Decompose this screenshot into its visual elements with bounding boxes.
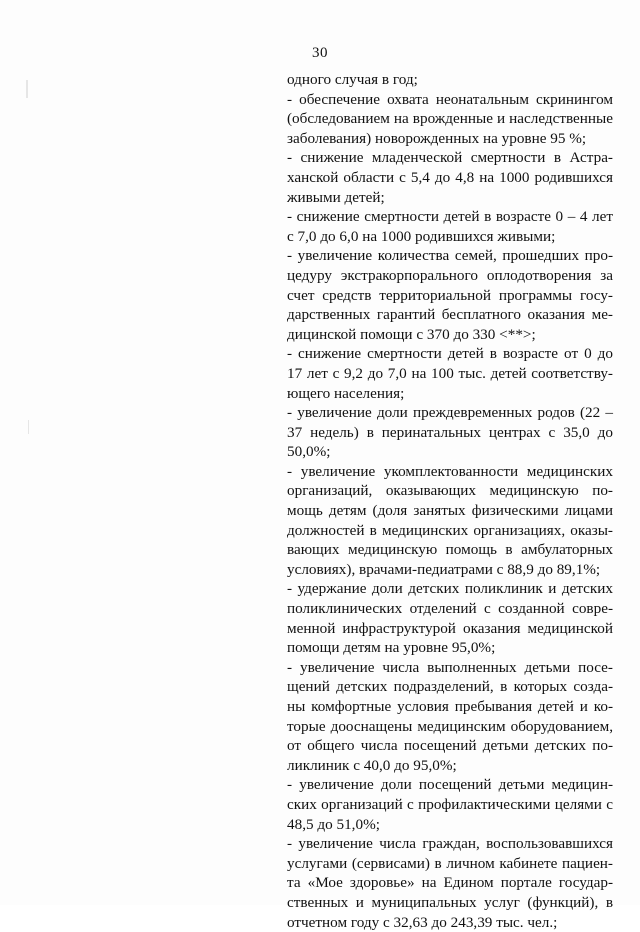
text-line: (обследованием на врожденные и наследственные: [287, 110, 613, 128]
text-line: - снижение смертности детей в возрасте 0 – 4 лет: [287, 208, 613, 226]
text-line: ликлиник с 40,0 до 95,0%;: [287, 756, 457, 774]
text-line: ственных и муниципальных услуг (функций), в: [287, 893, 613, 911]
text-line: поликлинических отделений с созданной совре-: [287, 600, 613, 618]
text-line: заболевания) новорожденных на уровне 95 %;: [287, 129, 587, 147]
text-line: живыми детей;: [287, 188, 385, 206]
text-line: щений детских подразделений, в которых созда-: [287, 678, 613, 696]
text-line: - увеличение числа граждан, воспользовавшихся: [287, 835, 613, 853]
text-line: мощь детям (доля занятых физическими лицами: [287, 502, 613, 520]
text-line: 17 лет с 9,2 до 7,0 на 100 тыс. детей соответству-: [287, 364, 613, 382]
text-line: ющего населения;: [287, 384, 405, 402]
text-line: ханской области с 5,4 до 4,8 на 1000 родившихся: [287, 168, 613, 186]
text-line: 37 недель) в перинатальных центрах с 35,0 до: [287, 423, 613, 441]
text-line: - увеличение доли посещений детьми медицин-: [287, 776, 613, 794]
body-text: [287, 70, 613, 932]
text-line: отчетном году с 32,63 до 243,39 тыс. чел.;: [287, 913, 558, 931]
scan-artifact-top: [26, 80, 28, 98]
text-line: вающих медицинскую помощь в амбулаторных: [287, 541, 613, 559]
text-line: - увеличение укомплектованности медицинских: [287, 462, 613, 480]
text-line: - увеличение доли преждевременных родов (22 –: [287, 404, 613, 422]
text-line: - снижение младенческой смертности в Астра-: [287, 149, 613, 167]
scan-artifact-bottom: [28, 420, 29, 434]
text-line: - удержание доли детских поликлиник и детских: [287, 580, 613, 598]
text-line: - снижение смертности детей в возрасте от 0 до: [287, 345, 613, 363]
text-line: ны комфортные условия пребывания детей и ко-: [287, 698, 613, 715]
text-line: менной инфраструктурой оказания медицинской: [287, 619, 613, 637]
text-line: условиях), врачами-педиатрами с 88,9 до 89,1%;: [287, 560, 601, 578]
text-line: помощи детям на уровне 95,0%;: [287, 639, 496, 657]
text-line: - увеличение количества семей, прошедших про-: [287, 247, 613, 265]
text-line: ских организаций с профилактическими целями с: [287, 795, 613, 813]
text-line: счет средств территориальной программы госу-: [287, 286, 613, 304]
text-line: 50,0%;: [287, 443, 331, 461]
text-line: дарственных гарантий бесплатного оказания ме-: [287, 306, 613, 324]
text-line: услугами (сервисами) в личном кабинете пациен-: [287, 854, 613, 872]
text-line: - увеличение числа выполненных детьми посе-: [287, 658, 613, 676]
page-number: 30: [312, 45, 328, 61]
text-line: от общего числа посещений детьми детских по-: [287, 737, 613, 755]
text-line: торые дооснащены медицинским оборудованием,: [287, 717, 613, 735]
text-line: дицинской помощи с 370 до 330 <**>;: [287, 325, 536, 343]
text-line: 48,5 до 51,0%;: [287, 815, 380, 833]
text-line: с 7,0 до 6,0 на 1000 родившихся живыми;: [287, 227, 556, 245]
text-line: организаций, оказывающих медицинскую по-: [287, 482, 613, 500]
text-line: та «Мое здоровье» на Едином портале государ-: [287, 874, 613, 892]
text-line: одного случая в год;: [287, 71, 418, 88]
text-line: цедуру экстракорпорального оплодотворения за: [287, 266, 613, 284]
text-line: - обеспечение охвата неонатальным скринингом: [287, 90, 613, 108]
text-line: должностей в медицинских организациях, оказы-: [287, 521, 613, 539]
